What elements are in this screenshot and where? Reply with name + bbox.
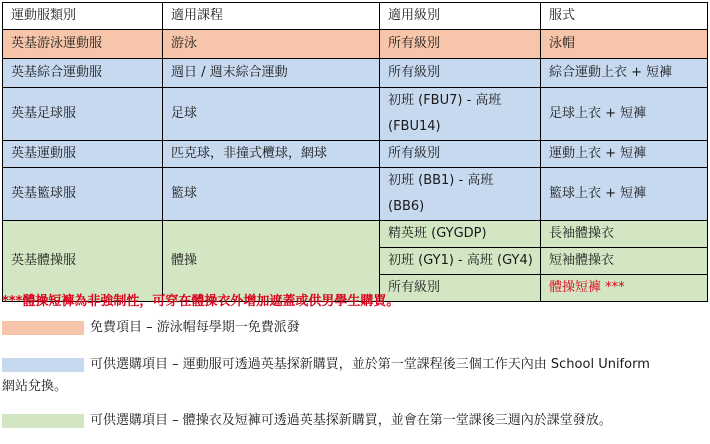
legend-swatch (2, 414, 84, 428)
legend-swatch (2, 321, 84, 335)
table-row (3, 221, 708, 248)
table-row (3, 141, 708, 168)
legend-label-continued: 網站兌換。 (2, 379, 68, 394)
cell-style: 運動上衣 + 短褲 (541, 141, 708, 168)
header-level: 適用級別 (380, 3, 541, 30)
header-course: 適用課程 (163, 3, 380, 30)
cell-course: 游泳 (163, 30, 380, 59)
table-header-row (3, 3, 708, 30)
table-row (3, 30, 708, 59)
cell-level: 所有級別 (380, 30, 541, 59)
cell-course: 體操 (163, 221, 380, 302)
legend-label: 可供選購項目 – 體操衣及短褲可透過英基探新購買，並會在第一堂課後三週內於課堂發放。 (90, 413, 612, 428)
cell-style: 籃球上衣 + 短褲 (541, 168, 708, 221)
legend-label: 可供選購項目 – 運動服可透過英基探新購買，並於第一堂課程後三個工作天內由 School Uniform (90, 357, 650, 372)
cell-category: 英基足球服 (3, 88, 163, 141)
legend-swatch (2, 358, 84, 372)
cell-style: 體操短褲 *** (541, 275, 708, 302)
cell-course: 籃球 (163, 168, 380, 221)
cell-category: 英基體操服 (3, 221, 163, 302)
cell-style: 綜合運動上衣 + 短褲 (541, 59, 708, 88)
legend-item-free (2, 315, 707, 341)
cell-category: 英基籃球服 (3, 168, 163, 221)
cell-course: 匹克球，非撞式欖球，網球 (163, 141, 380, 168)
cell-style: 長袖體操衣 (541, 221, 708, 248)
cell-style: 泳帽 (541, 30, 708, 59)
header-category: 運動服類別 (3, 3, 163, 30)
cell-level: 所有級別 (380, 275, 541, 302)
table-row (3, 88, 708, 141)
header-style: 服式 (541, 3, 708, 30)
cell-level: 所有級別 (380, 141, 541, 168)
cell-level: 初班 (GY1) - 高班 (GY4) (380, 248, 541, 275)
cell-style: 短袖體操衣 (541, 248, 708, 275)
cell-style: 足球上衣 + 短褲 (541, 88, 708, 141)
cell-course: 週日 / 週末綜合運動 (163, 59, 380, 88)
cell-level: 所有級別 (380, 59, 541, 88)
cell-level: 精英班 (GYGDP) (380, 221, 541, 248)
legend-item-sportswear (2, 352, 707, 404)
cell-level: 初班 (FBU7) - 高班 (FBU14) (380, 88, 541, 141)
uniform-table (2, 2, 708, 302)
cell-course: 足球 (163, 88, 380, 141)
cell-category: 英基運動服 (3, 141, 163, 168)
table-row (3, 59, 708, 88)
table-row (3, 168, 708, 221)
footnote: ***體操短褲為非強制性，可穿在體操衣外增加遮蓋或供男學生購買。 (2, 294, 400, 309)
legend-item-gymnastics (2, 408, 707, 434)
legend-label: 免費項目 – 游泳帽每學期一免費派發 (90, 320, 300, 335)
cell-category: 英基綜合運動服 (3, 59, 163, 88)
cell-category: 英基游泳運動服 (3, 30, 163, 59)
cell-level: 初班 (BB1) - 高班 (BB6) (380, 168, 541, 221)
